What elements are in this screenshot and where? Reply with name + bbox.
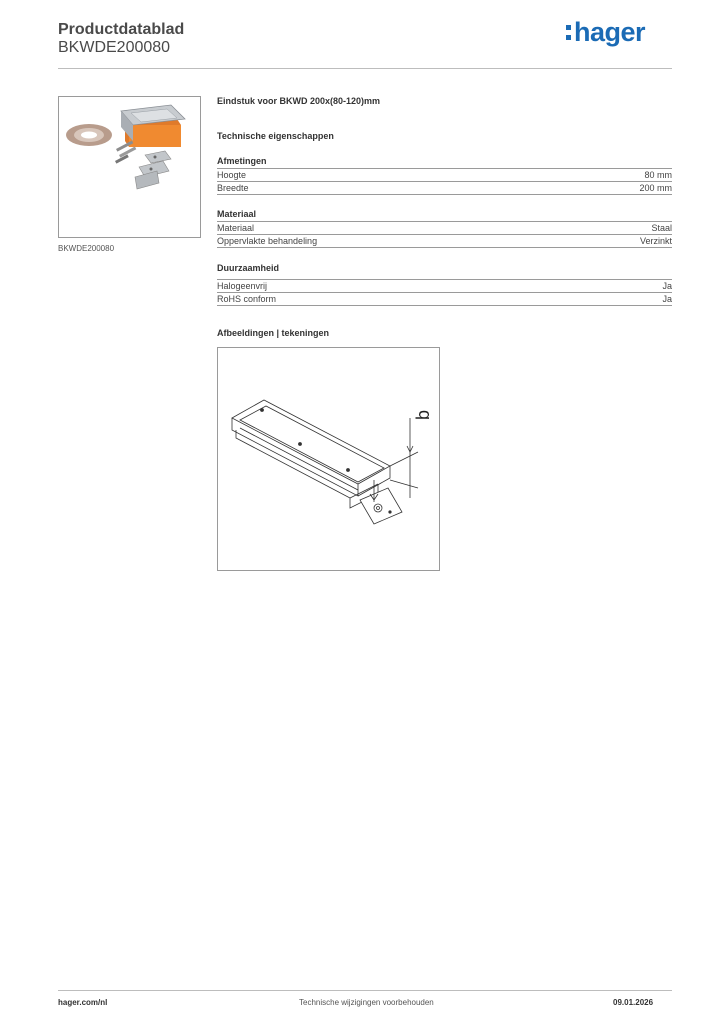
footer-date: 09.01.2026 xyxy=(613,998,654,1007)
dimension-label: b xyxy=(413,409,433,420)
image-caption: BKWDE200080 xyxy=(58,244,115,253)
product-photo-illustration xyxy=(59,97,200,237)
spec-row xyxy=(217,181,672,195)
technical-heading: Technische eigenschappen xyxy=(217,131,334,141)
group-title-afmetingen: Afmetingen xyxy=(217,156,267,166)
spec-label: Materiaal xyxy=(217,223,255,233)
spec-value: 80 mm xyxy=(644,170,672,180)
technical-drawing xyxy=(217,347,440,571)
logo-text: hager xyxy=(574,17,646,47)
spec-row xyxy=(217,279,672,292)
spec-row xyxy=(217,292,672,306)
spec-label: RoHS conform xyxy=(217,294,277,304)
spec-value: Ja xyxy=(662,294,672,304)
document-title: Productdatablad xyxy=(58,21,185,38)
product-code: BKWDE200080 xyxy=(58,39,171,56)
footer-divider xyxy=(58,990,672,991)
drawings-heading: Afbeeldingen | tekeningen xyxy=(217,328,330,338)
spec-label: Breedte xyxy=(217,183,249,193)
logo-colon-icon xyxy=(566,23,572,43)
spec-value: 200 mm xyxy=(639,183,672,193)
spec-label: Oppervlakte behandeling xyxy=(217,236,318,246)
product-description: Eindstuk voor BKWD 200x(80-120)mm xyxy=(217,96,381,106)
spec-label: Halogeenvrij xyxy=(217,281,268,291)
spec-row xyxy=(217,234,672,248)
group-title-duurzaamheid: Duurzaamheid xyxy=(217,263,280,273)
hager-logo xyxy=(566,17,645,48)
header-divider xyxy=(58,68,672,69)
spec-row xyxy=(217,168,672,181)
spec-value: Staal xyxy=(651,223,672,233)
technical-drawing-illustration xyxy=(218,348,439,570)
spec-row xyxy=(217,221,672,234)
product-image xyxy=(58,96,201,238)
spec-label: Hoogte xyxy=(217,170,247,180)
spec-value: Ja xyxy=(662,281,672,291)
footer-disclaimer: Technische wijzigingen voorbehouden xyxy=(299,998,434,1007)
group-title-materiaal: Materiaal xyxy=(217,209,257,219)
footer-website: hager.com/nl xyxy=(58,998,108,1007)
spec-value: Verzinkt xyxy=(639,236,672,246)
